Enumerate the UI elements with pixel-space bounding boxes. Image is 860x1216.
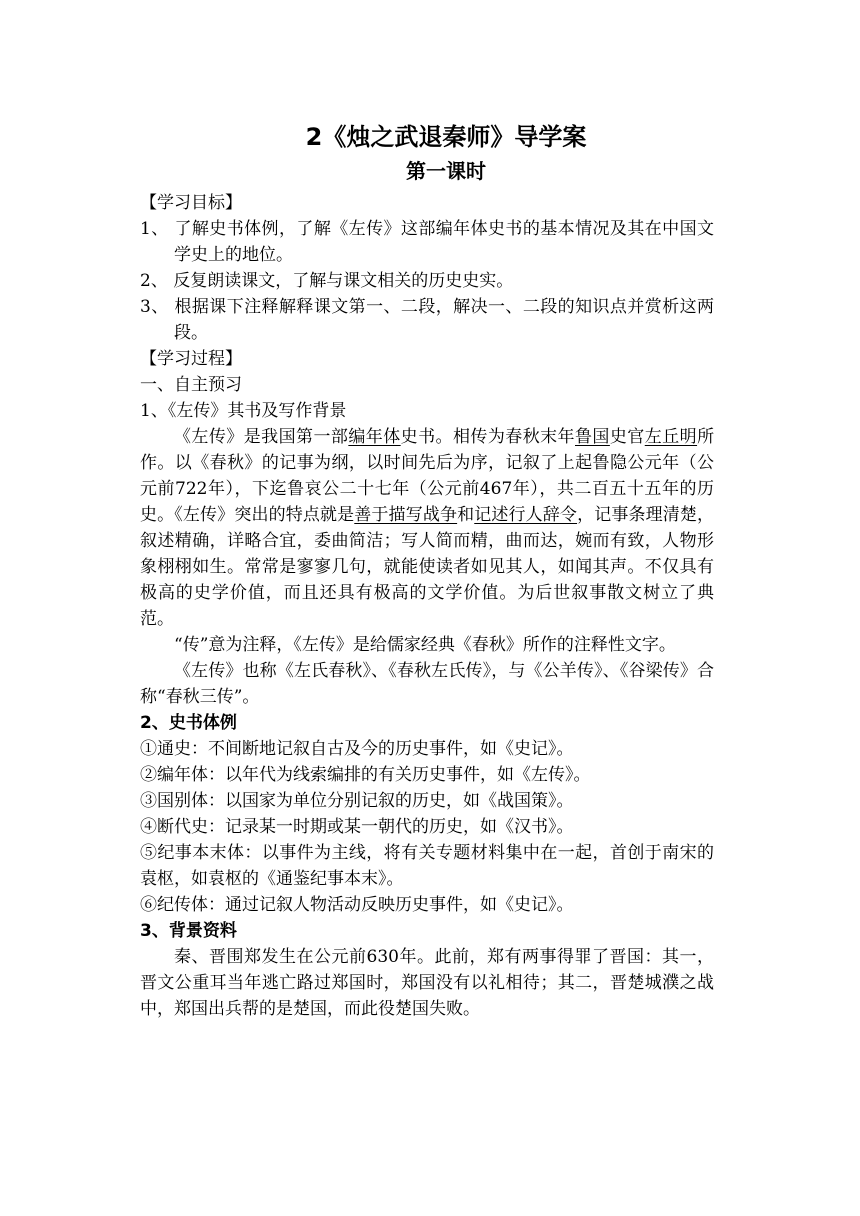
goal-item-3: 3、 根据课下注释解释课文第一、二段，解决一、二段的知识点并赏析这两段。 (140, 297, 714, 343)
paragraph-alt-names: 《左传》也称《左氏春秋》、《春秋左氏传》，与《公羊传》、《谷梁传》合称“春秋三传”。 (140, 661, 714, 707)
underlined-term: 善于描写战争 (354, 505, 458, 525)
document-page (140, 118, 714, 1022)
text-run: 史官 (609, 427, 645, 447)
history-type-item: ②编年体：以年代为线索编排的有关历史事件，如《左传》。 (140, 765, 591, 785)
underlined-term: 编年体 (348, 427, 401, 447)
text-run: 《左传》是我国第一部 (174, 427, 349, 447)
page-title: 2《烛之武退秦师》导学案 (305, 123, 587, 151)
paragraph-zhuan-meaning: “传”意为注释，《左传》是给儒家经典《春秋》所作的注释性文字。 (174, 635, 676, 655)
history-type-item: ③国别体：以国家为单位分别记叙的历史，如《战国策》。 (140, 791, 574, 811)
underlined-term: 左丘明 (644, 427, 698, 447)
paragraph-zuozhuan-intro (140, 424, 714, 632)
history-type-item: ④断代史：记录某一时期或某一朝代的历史，如《汉书》。 (140, 817, 574, 837)
text-run: 和 (457, 505, 475, 525)
subsection-history-types: 2、史书体例 (140, 713, 237, 733)
section-self-study: 一、自主预习 (140, 375, 242, 395)
goal-item-1: 1、 了解史书体例，了解《左传》这部编年体史书的基本情况及其在中国文学史上的地位。 (140, 219, 714, 265)
subsection-zuozhuan: 1、《左传》其书及写作背景 (140, 401, 347, 421)
paragraph-background: 秦、晋围郑发生在公元前630年。此前，郑有两事得罪了晋国：其一，晋文公重耳当年逃亡路过郑国时，郑国没有以礼相待；其二，晋楚城濮之战中，郑国出兵帮的是楚国，而此役楚国失败。 (140, 947, 714, 1019)
underlined-term: 鲁国 (575, 427, 610, 447)
goal-item-2: 2、 反复朗读课文，了解与课文相关的历史史实。 (140, 271, 514, 291)
text-run: 所作。以《春秋》的记事为纲，以时间先后为序，记叙了上起鲁隐公元年（公元前722年），下迄鲁哀公二十七年（公元前467年），共二百五十五年的历史。《左传》突出的特点就是 (140, 427, 715, 525)
history-type-item: ⑥纪传体：通过记叙人物活动反映历史事件，如《史记》。 (140, 895, 574, 915)
text-run: 史书。相传为春秋末年 (400, 427, 575, 447)
page-subtitle: 第一课时 (406, 159, 486, 183)
text-run: ，记事条理清楚，叙述精确，详略合宜，委曲简洁；写人简而精，曲而达，婉而有致，人物形象栩栩如生。常常是寥寥几句，就能使读者如见其人，如闻其声。不仅具有极高的史学价值，而且还具有极高的文学价值。为后世叙事散文树立了典范。 (140, 505, 715, 629)
history-type-item: ⑤纪事本末体：以事件为主线，将有关专题材料集中在一起，首创于南宋的袁枢，如袁枢的《通鉴纪事本末》。 (140, 843, 714, 889)
subsection-background: 3、背景资料 (140, 921, 237, 941)
goals-heading: 【学习目标】 (140, 193, 242, 213)
process-heading: 【学习过程】 (140, 349, 242, 369)
history-type-item: ①通史：不间断地记叙自古及今的历史事件，如《史记》。 (140, 739, 574, 759)
underlined-term: 记述行人辞令 (474, 505, 578, 525)
